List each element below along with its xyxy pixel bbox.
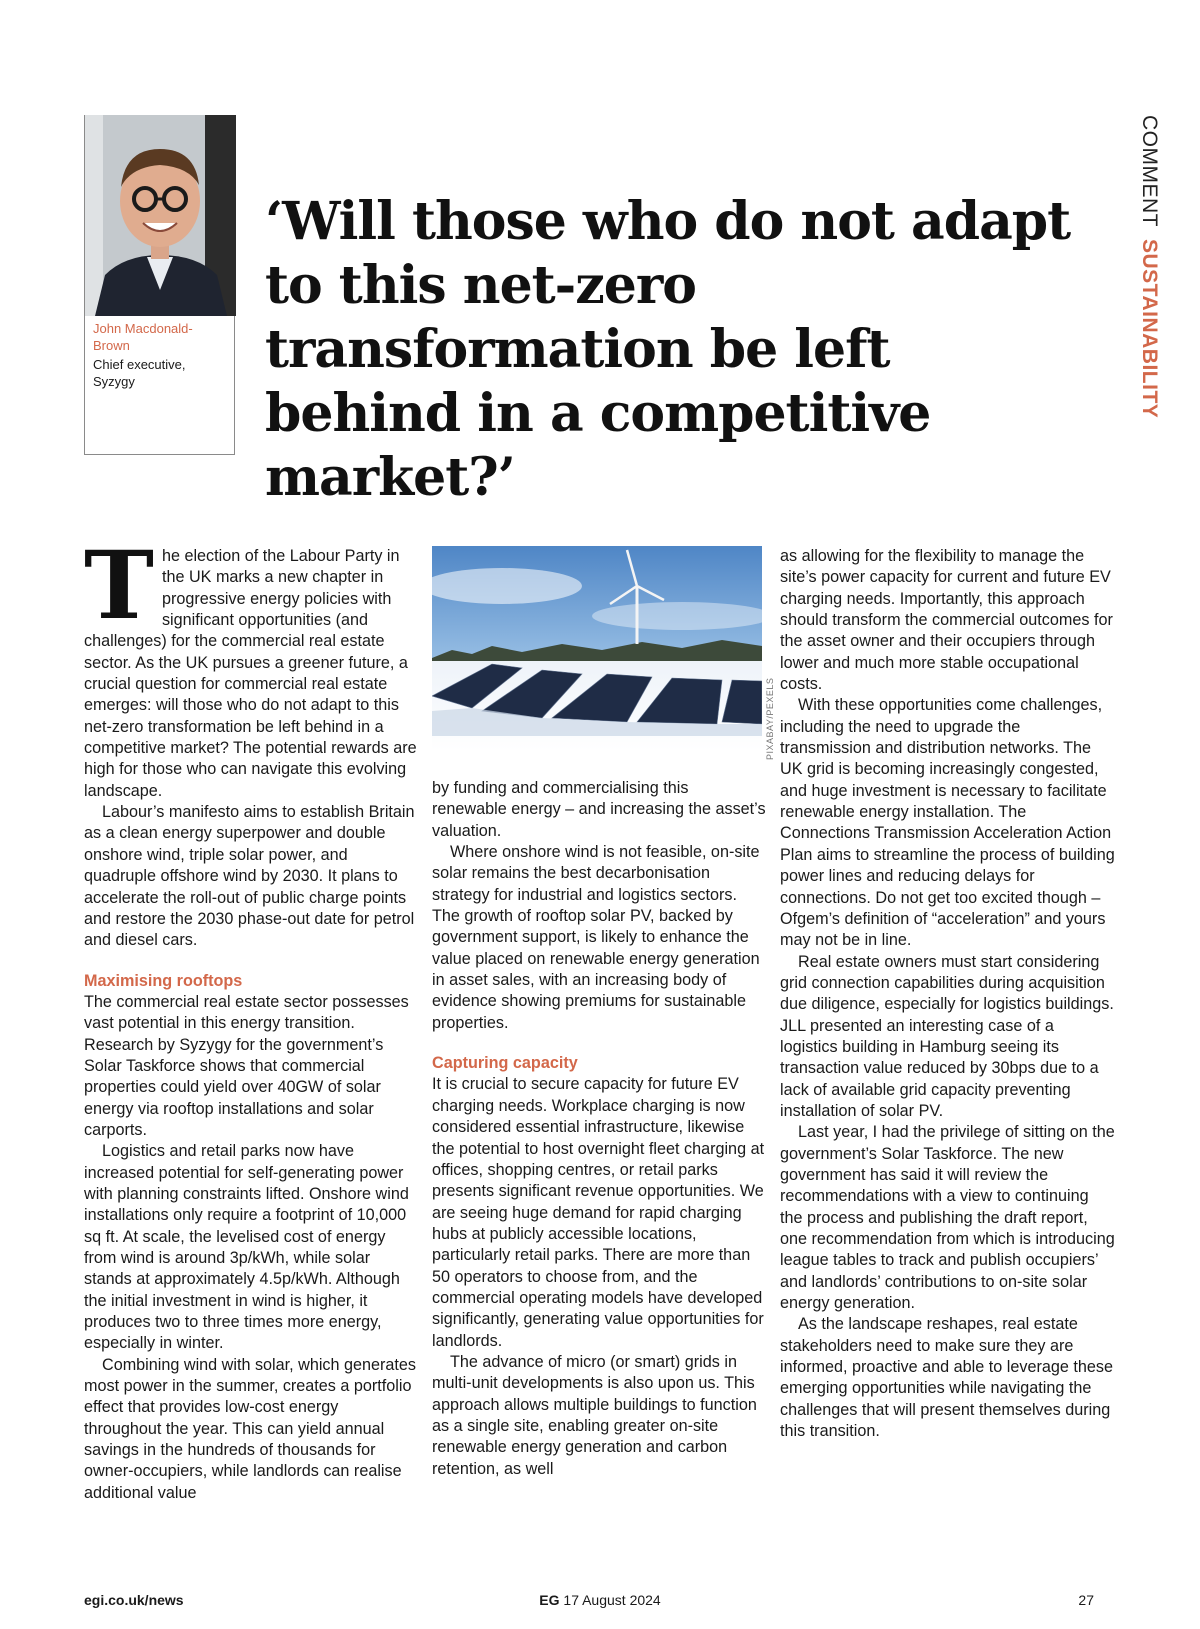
paragraph: With these opportunities come challenges, including the need to upgrade the transmission and distribution networks. The UK grid is becoming increasingly congested, and huge investment is necessary to facilitate renewable energy installation. The Connections Transmission Acceleration Action Plan aims to streamline the process of building power lines and reducing delays for connections. Do not get too excited though – Ofgem’s definition of “acceleration” and yours may not be in line. — [780, 696, 1115, 950]
article-column-3 — [780, 546, 1115, 1442]
paragraph: Logistics and retail parks now have increased potential for self-generating power with planning constraints lifted. Onshore wind installations only require a footprint of 10,000 sq ft. At scale, the levelised cost of energy from wind is around 3p/kWh, while solar stands at approximately 4.5p/kWh. Although the initial investment in wind is higher, it produces two to three times more energy, especially in winter. — [84, 1142, 409, 1353]
section-label: COMMENT — [1138, 115, 1161, 227]
footer-website: egi.co.uk/news — [84, 1592, 184, 1608]
paragraph: Last year, I had the privilege of sitting on the government’s Solar Taskforce. The new government has said it will review the recommendations with a view to continuing the process and publishing the draft report, one recommendation from which is introducing league tables to track and publish occupiers’ and landlords’ contributions to on-site solar energy generation. — [780, 1123, 1115, 1313]
footer-date: 17 August 2024 — [563, 1592, 661, 1608]
subheading-maximising-rooftops: Maximising rooftops — [84, 971, 243, 990]
paragraph: Real estate owners must start considering grid connection capabilities during acquisition due diligence, especially for logistics buildings. JLL presented an interesting case of a logistics building in Hamburg seeing its transaction value reduced by 30bps due to a lack of available grid capacity preventing installation of solar PV. — [780, 952, 1114, 1120]
solar-wind-landscape-illustration — [432, 546, 762, 751]
dropcap: T — [84, 531, 154, 641]
section-sublabel: SUSTAINABILITY — [1138, 239, 1161, 419]
author-name: John Macdonald-Brown — [93, 321, 193, 353]
intro-text: he election of the Labour Party in the UK marks a new chapter in progressive energy policies with significant opportunities (and challenges) for the commercial real estate sector. As the UK pursues a greener future, a crucial question for commercial real estate emerges: will those who do not adapt to this net-zero transformation be left behind in a competitive market? The potential rewards are high for those who can navigate this evolving landscape. — [84, 547, 417, 800]
paragraph: Combining wind with solar, which generates most power in the summer, creates a portfolio effect that provides low-cost energy throughout the year. This can yield annual savings in the hundreds of thousands for owner-occupiers, while landlords can realise additional value — [84, 1355, 417, 1502]
footer-publication: EG — [539, 1592, 560, 1608]
paragraph: Labour’s manifesto aims to establish Britain as a clean energy superpower and double onshore wind, triple solar power, and quadruple offshore wind by 2030. It plans to accelerate the roll-out of public charge points and restore the 2030 phase-out date for petrol and diesel cars. — [84, 803, 415, 950]
paragraph: It is crucial to secure capacity for future EV charging needs. Workplace charging is now considered essential infrastructure, likewise the potential to host overnight fleet charging at offices, shopping centres, or retail parks presents significant revenue opportunities. We are seeing huge demand for rapid charging hubs at publicly accessible locations, particularly retail parks. There are more than 50 operators to choose from, and the commercial operating models have developed significantly, generating value opportunities for landlords. — [432, 1075, 765, 1350]
paragraph: The commercial real estate sector possesses vast potential in this energy transition. Research by Syzygy for the government’s Solar Taskforce shows that commercial properties could yield over 40GW of solar energy via rooftop installations and solar carports. — [84, 992, 409, 1139]
headline: ‘Will those who do not adapt to this net-zero transformation be left behind in a competitive market?’ — [265, 191, 1071, 508]
paragraph: As the landscape reshapes, real estate stakeholders need to make sure they are informed, proactive and able to leverage these emerging opportunities while navigating the challenges that will present themselves during this transition. — [780, 1315, 1113, 1441]
paragraph: by funding and commercialising this renewable energy – and increasing the asset’s valuation. — [432, 779, 766, 840]
solar-farm-photo — [432, 546, 762, 751]
paragraph: The advance of micro (or smart) grids in multi-unit developments is also upon us. This approach allows multiple buildings to function as a single site, enabling greater on-site renewable energy generation and carbon retention, as well — [432, 1352, 757, 1478]
article-column-1 — [84, 531, 419, 1504]
author-role: Chief executive, Syzygy — [93, 357, 186, 389]
photo-credit: PIXABAY/PEXELS — [765, 677, 775, 760]
footer-publication-date — [0, 1592, 1200, 1608]
author-photo — [85, 115, 236, 316]
author-portrait-illustration — [85, 115, 236, 316]
article-column-2 — [432, 778, 767, 1480]
section-tag — [1137, 115, 1161, 419]
page-number: 27 — [1078, 1592, 1094, 1608]
author-card — [84, 115, 235, 455]
subheading-capturing-capacity: Capturing capacity — [432, 1054, 578, 1073]
paragraph: as allowing for the flexibility to manage the site’s power capacity for current and future EV charging needs. Importantly, this approach should transform the commercial outcomes for the asset owner and their occupiers through lower and much more stable occupational costs. — [780, 547, 1113, 694]
paragraph: Where onshore wind is not feasible, on-site solar remains the best decarbonisation strategy for industrial and logistics sectors. The growth of rooftop solar PV, backed by government support, is likely to enhance the value placed on renewable energy generation in asset sales, with an increasing body of evidence showing premiums for sustainable properties. — [432, 843, 760, 1032]
intro-paragraph — [84, 531, 419, 802]
